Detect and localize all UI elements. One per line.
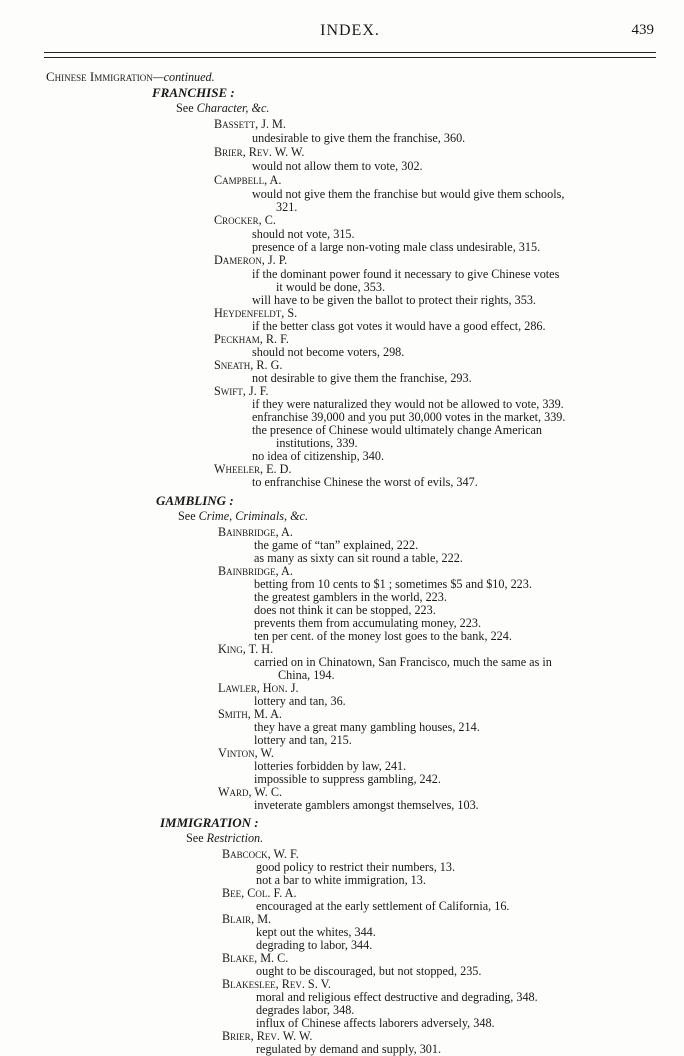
- line-text: would not give them the franchise but would give them schools,: [252, 187, 565, 201]
- index-witness-name: [214, 254, 287, 267]
- line-text: Brier, Rev. W. W.: [222, 1029, 313, 1043]
- line-text: Bainbridge, A.: [218, 564, 293, 578]
- line-text: does not think it can be stopped, 223.: [254, 603, 436, 617]
- line-text: Heydenfeldt, S.: [214, 306, 298, 320]
- index-entry-line: [252, 372, 472, 385]
- line-text: prevents them from accumulating money, 223.: [254, 616, 481, 630]
- see-reference: [178, 510, 308, 523]
- line-text: Swift, J. F.: [214, 384, 269, 398]
- line-text: undesirable to give them the franchise, 360.: [252, 131, 466, 145]
- line-text: if the better class got votes it would have a good effect, 286.: [252, 319, 546, 333]
- line-text: lottery and tan, 215.: [254, 733, 352, 747]
- line-suffix: —continued.: [152, 70, 215, 84]
- line-text: See: [176, 101, 197, 115]
- line-text: if the dominant power found it necessary to give Chinese votes: [252, 267, 560, 281]
- line-text: not desirable to give them the franchise, 293.: [252, 371, 472, 385]
- index-entry-line: [252, 241, 540, 254]
- line-text: moral and religious effect destructive and degrading, 348.: [256, 990, 538, 1004]
- line-text: institutions, 339.: [276, 436, 358, 450]
- line-text: degrades labor, 348.: [256, 1003, 355, 1017]
- line-text: influx of Chinese affects laborers adversely, 348.: [256, 1016, 495, 1030]
- line-text: Bassett, J. M.: [214, 117, 286, 131]
- line-text: Lawler, Hon. J.: [218, 681, 299, 695]
- header-rule-bottom: [44, 57, 656, 58]
- line-text: kept out the whites, 344.: [256, 925, 376, 939]
- line-text: Bee, Col. F. A.: [222, 886, 297, 900]
- page-number: 439: [631, 22, 654, 38]
- line-text: should not become voters, 298.: [252, 345, 405, 359]
- index-entry-line: [252, 132, 465, 145]
- page-header: [44, 18, 656, 48]
- line-suffix: Restriction.: [206, 831, 264, 845]
- index-entry-line: [252, 160, 423, 173]
- line-text: ought to be discouraged, but not stopped, 235.: [256, 964, 482, 978]
- line-text: Wheeler, E. D.: [214, 462, 292, 476]
- line-text: lotteries forbidden by law, 241.: [254, 759, 407, 773]
- line-text: Crocker, C.: [214, 213, 276, 227]
- index-entry-line: [254, 799, 479, 812]
- line-text: inveterate gamblers amongst themselves, 103.: [254, 798, 479, 812]
- line-text: China, 194.: [278, 668, 335, 682]
- index-witness-name: [214, 146, 304, 159]
- line-text: should not vote, 315.: [252, 227, 355, 241]
- page-title: INDEX.: [320, 22, 380, 39]
- line-text: GAMBLING :: [156, 493, 234, 508]
- index-entry-line: [252, 320, 546, 333]
- index-entry-line: [256, 1043, 441, 1056]
- line-text: Chinese Immigration: [46, 69, 153, 84]
- line-text: Campbell, A.: [214, 173, 282, 187]
- line-text: FRANCHISE :: [152, 85, 235, 100]
- line-text: IMMIGRATION :: [160, 815, 259, 830]
- index-section-heading: [160, 816, 259, 830]
- line-text: it would be done, 353.: [276, 280, 385, 294]
- line-text: Vinton, W.: [218, 746, 274, 760]
- line-text: Brier, Rev. W. W.: [214, 145, 305, 159]
- line-text: carried on in Chinatown, San Francisco, much the same as in: [254, 655, 552, 669]
- see-reference: [186, 832, 263, 845]
- line-text: Blair, M.: [222, 912, 272, 926]
- line-text: as many as sixty can sit round a table, 222.: [254, 551, 463, 565]
- line-text: Smith, M. A.: [218, 707, 282, 721]
- line-text: would not allow them to vote, 302.: [252, 159, 423, 173]
- line-text: if they were naturalized they would not be allowed to vote, 339.: [252, 397, 564, 411]
- index-entry-line: [276, 201, 297, 214]
- index-entry-line: [254, 773, 441, 786]
- line-text: the presence of Chinese would ultimately change American: [252, 423, 543, 437]
- see-reference: [176, 102, 269, 115]
- index-witness-name: [214, 118, 286, 131]
- header-rule-top: [44, 52, 656, 53]
- line-text: presence of a large non-voting male class undesirable, 315.: [252, 240, 541, 254]
- line-text: See: [178, 509, 199, 523]
- line-text: See: [186, 831, 207, 845]
- line-text: the game of “tan” explained, 222.: [254, 538, 419, 552]
- line-text: regulated by demand and supply, 301.: [256, 1042, 442, 1056]
- line-text: lottery and tan, 36.: [254, 694, 346, 708]
- index-entry-line: [254, 630, 512, 643]
- line-text: good policy to restrict their numbers, 13.: [256, 860, 456, 874]
- line-text: not a bar to white immigration, 13.: [256, 873, 426, 887]
- line-text: impossible to suppress gambling, 242.: [254, 772, 441, 786]
- line-text: Sneath, R. G.: [214, 358, 283, 372]
- line-text: Peckham, R. F.: [214, 332, 289, 346]
- line-text: will have to be given the ballot to protect their rights, 353.: [252, 293, 536, 307]
- line-text: King, T. H.: [218, 642, 274, 656]
- line-suffix: Character, &c.: [196, 101, 270, 115]
- line-text: degrading to labor, 344.: [256, 938, 373, 952]
- index-section-heading: [156, 494, 234, 508]
- index-witness-name: [214, 174, 281, 187]
- index-entry-line: [256, 900, 509, 913]
- line-text: Babcock, W. F.: [222, 847, 299, 861]
- line-text: the greatest gamblers in the world, 223.: [254, 590, 447, 604]
- line-text: enfranchise 39,000 and you put 30,000 votes in the market, 339.: [252, 410, 566, 424]
- line-text: Bainbridge, A.: [218, 525, 293, 539]
- index-section-heading: [152, 86, 235, 100]
- index-entry-line: [252, 188, 564, 201]
- line-text: betting from 10 cents to $1 ; sometimes $5 and $10, 223.: [254, 577, 532, 591]
- index-witness-name: [214, 214, 276, 227]
- line-text: 321.: [276, 200, 298, 214]
- line-text: Dameron, J. P.: [214, 253, 288, 267]
- line-text: Blakeslee, Rev. S. V.: [222, 977, 331, 991]
- line-text: no idea of citizenship, 340.: [252, 449, 384, 463]
- line-text: to enfranchise Chinese the worst of evils, 347.: [252, 475, 478, 489]
- line-text: Ward, W. C.: [218, 785, 283, 799]
- index-entry-line: [252, 476, 478, 489]
- line-text: Blake, M. C.: [222, 951, 289, 965]
- line-text: encouraged at the early settlement of California, 16.: [256, 899, 510, 913]
- line-suffix: Crime, Criminals, &c.: [198, 509, 309, 523]
- index-topic-heading: [46, 70, 215, 84]
- line-text: they have a great many gambling houses, 214.: [254, 720, 480, 734]
- line-text: ten per cent. of the money lost goes to the bank, 224.: [254, 629, 512, 643]
